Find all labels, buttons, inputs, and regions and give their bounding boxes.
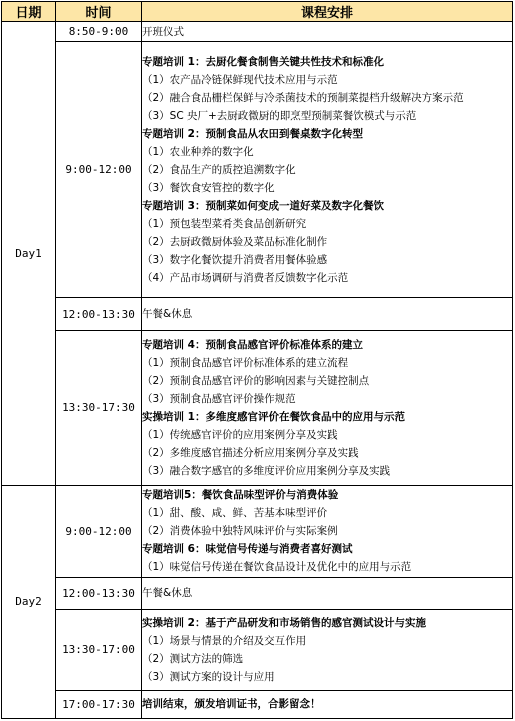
schedule-row bbox=[2, 610, 513, 691]
session-item: 开班仪式 bbox=[142, 25, 184, 38]
session-item: （4）产品市场调研与消费者反馈数字化示范 bbox=[142, 271, 349, 284]
session-content bbox=[142, 577, 513, 609]
schedule-row bbox=[2, 577, 513, 609]
session-item: （2）消费体验中独特风味评价与实际案例 bbox=[142, 525, 338, 538]
schedule-table bbox=[1, 1, 513, 719]
session-heading: 专题培训 1：去厨化餐食制售关键共性技术和标准化 bbox=[142, 55, 384, 68]
header-program: 课程安排 bbox=[142, 2, 513, 22]
header-time: 时间 bbox=[56, 2, 142, 22]
time-slot: 13:30-17:30 bbox=[56, 330, 142, 485]
schedule-row bbox=[2, 298, 513, 330]
session-item: （2）融合食品栅栏保鲜与冷杀菌技术的预制菜提档升级解决方案示范 bbox=[142, 91, 464, 104]
session-item: （3）预制食品感官评价操作规范 bbox=[142, 392, 296, 405]
header-row bbox=[2, 2, 513, 22]
schedule-row bbox=[2, 485, 513, 577]
schedule-row bbox=[2, 330, 513, 485]
session-item: （2）食品生产的质控追溯数字化 bbox=[142, 163, 296, 176]
session-item: （3）数字化餐饮提升消费者用餐体验感 bbox=[142, 253, 328, 266]
session-item: （1）农业种养的数字化 bbox=[142, 145, 254, 158]
session-item: （3）融合数字感官的多维度评价应用案例分享及实践 bbox=[142, 464, 391, 477]
session-item: （1）场景与情景的介绍及交互作用 bbox=[142, 634, 307, 647]
session-item: （3）测试方案的设计与应用 bbox=[142, 670, 275, 683]
session-heading: 专题培训5：餐饮食品味型评价与消费体验 bbox=[142, 489, 339, 502]
session-item: （1）传统感官评价的应用案例分享及实践 bbox=[142, 428, 338, 441]
session-item: （2）去厨政微厨体验及菜品标准化制作 bbox=[142, 235, 328, 248]
session-item: （2）多维度感官描述分析应用案例分享及实践 bbox=[142, 446, 359, 459]
session-item: 午餐&休息 bbox=[142, 587, 193, 600]
session-heading: 实操培训 2：基于产品研发和市场销售的感官测试设计与实施 bbox=[142, 616, 426, 629]
time-slot: 13:30-17:00 bbox=[56, 610, 142, 691]
session-item: 午餐&休息 bbox=[142, 308, 193, 320]
session-item: （1）预包装型菜肴类食品创新研究 bbox=[142, 217, 307, 230]
session-content bbox=[142, 298, 513, 330]
day-label: Day1 bbox=[2, 22, 56, 486]
session-heading: 专题培训 2：预制食品从农田到餐桌数字化转型 bbox=[142, 127, 363, 140]
session-item: （2）测试方法的筛选 bbox=[142, 652, 244, 665]
session-heading: 培训结束，颁发培训证书，合影留念！ bbox=[142, 698, 321, 711]
session-item: （2）预制食品感官评价的影响因素与关键控制点 bbox=[142, 374, 370, 387]
session-heading: 专题培训 3：预制菜如何变成一道好菜及数字化餐饮 bbox=[142, 199, 384, 212]
header-date: 日期 bbox=[2, 2, 56, 22]
schedule-row bbox=[2, 690, 513, 718]
session-content bbox=[142, 22, 513, 42]
session-heading: 专题培训 4：预制食品感官评价标准体系的建立 bbox=[142, 338, 363, 351]
session-content bbox=[142, 485, 513, 577]
time-slot: 9:00-12:00 bbox=[56, 485, 142, 577]
session-content bbox=[142, 610, 513, 691]
session-content bbox=[142, 42, 513, 298]
time-slot: 9:00-12:00 bbox=[56, 42, 142, 298]
session-heading: 实操培训 1：多维度感官评价在餐饮食品中的应用与示范 bbox=[142, 410, 405, 423]
time-slot: 12:00-13:30 bbox=[56, 298, 142, 330]
schedule-body bbox=[2, 22, 513, 719]
day-label: Day2 bbox=[2, 485, 56, 718]
session-content bbox=[142, 330, 513, 485]
session-item: （1）甜、酸、咸、鲜、苦基本味型评价 bbox=[142, 507, 328, 520]
session-item: （1）预制食品感官评价标准体系的建立流程 bbox=[142, 356, 349, 369]
session-item: （1）农产品冷链保鲜现代技术应用与示范 bbox=[142, 73, 338, 86]
time-slot: 17:00-17:30 bbox=[56, 690, 142, 718]
session-item: （3）SC 央厂+去厨政微厨的即烹型预制菜餐饮模式与示范 bbox=[142, 109, 417, 122]
session-content bbox=[142, 690, 513, 718]
time-slot: 8:50-9:00 bbox=[56, 22, 142, 42]
session-item: （1）味觉信号传递在餐饮食品设计及优化中的应用与示范 bbox=[142, 561, 412, 574]
time-slot: 12:00-13:30 bbox=[56, 577, 142, 609]
session-heading: 专题培训 6：味觉信号传递与消费者喜好测试 bbox=[142, 543, 353, 556]
session-item: （3）餐饮食安管控的数字化 bbox=[142, 181, 275, 194]
schedule-row bbox=[2, 42, 513, 298]
schedule-row bbox=[2, 22, 513, 42]
